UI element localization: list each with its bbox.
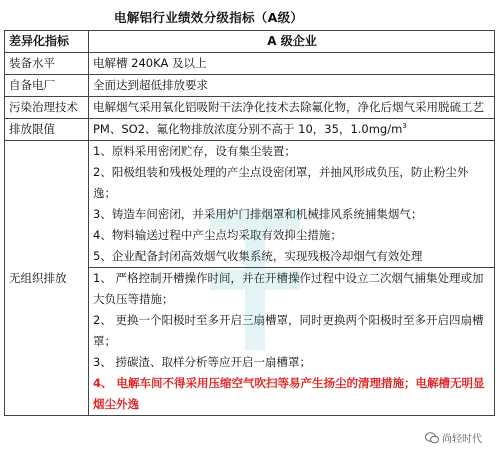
list-item: 4、物料输送过程中产尘点均采取有效抑尘措施；: [93, 228, 342, 242]
row-value-emission-limit: [89, 119, 495, 141]
watermark-label: 尚轻时代: [442, 434, 482, 445]
list-item: 1、原料采用密闭贮存，设有集尘装置；: [93, 144, 296, 158]
row-value-pollution-tech: 电解烟气采用氧化铝吸附干法净化技术去除氟化物，净化后烟气采用脱硫工艺: [89, 97, 495, 119]
list-item-highlighted: 4、 电解车间不得采用压缩空气吹扫等易产生扬尘的清理措施；电解槽无明显烟尘外逸: [93, 376, 485, 411]
row-label-emission-limit: 排放限值: [5, 119, 89, 141]
row-value-self-power: 全面达到超低排放要求: [89, 75, 495, 97]
row-label-self-power: 自备电厂: [5, 75, 89, 97]
table-row: [5, 97, 495, 119]
grading-table: [4, 30, 495, 416]
wechat-icon: [425, 432, 439, 444]
row-value-equipment: 电解槽 240KA 及以上: [89, 53, 495, 75]
list-item: 5、企业配备封闭高效烟气收集系统，实现残极冷却烟气有效处理: [93, 249, 423, 263]
list-item: 1、 严格控制开槽操作时间，并在开槽操作过程中设立二次烟气捕集处理或加大负压等措施；: [93, 271, 484, 306]
row-value-fugitive-part1: [89, 141, 495, 268]
row-label-pollution-tech: 污染治理技术: [5, 97, 89, 119]
table-header-row: [5, 31, 495, 53]
table-row: [5, 53, 495, 75]
row-label-equipment: 装备水平: [5, 53, 89, 75]
list-item: 2、 更换一个阳极时至多开启三扇槽罩，同时更换两个阳极时至多开启四扇槽罩；: [93, 313, 484, 348]
emission-limit-superscript: 3: [402, 122, 407, 131]
header-grade-a: A 级企业: [89, 31, 495, 53]
emission-limit-text: PM、SO2、氟化物排放浓度分别不高于 10，35，1.0mg/m: [93, 122, 403, 136]
page-title: 电解铝行业绩效分级指标（A级）: [114, 10, 304, 25]
list-item: 3、铸造车间密闭，并采用炉门排烟罩和机械排风系统捕集烟气；: [93, 207, 423, 221]
table-row: [5, 119, 495, 141]
list-item: 2、阳极组装和残极处理的产尘点设密闭罩，并抽风形成负压，防止粉尘外逸；: [93, 165, 469, 200]
row-label-fugitive: 无组织排放: [5, 141, 89, 416]
header-indicator: 差异化指标: [5, 31, 89, 53]
list-item: 3、 捞碳渣、取样分析等应开启一扇槽罩；: [93, 355, 311, 369]
table-row: [5, 75, 495, 97]
table-row: [5, 141, 495, 268]
source-watermark: [423, 429, 484, 446]
row-value-fugitive-part2: [89, 268, 495, 416]
